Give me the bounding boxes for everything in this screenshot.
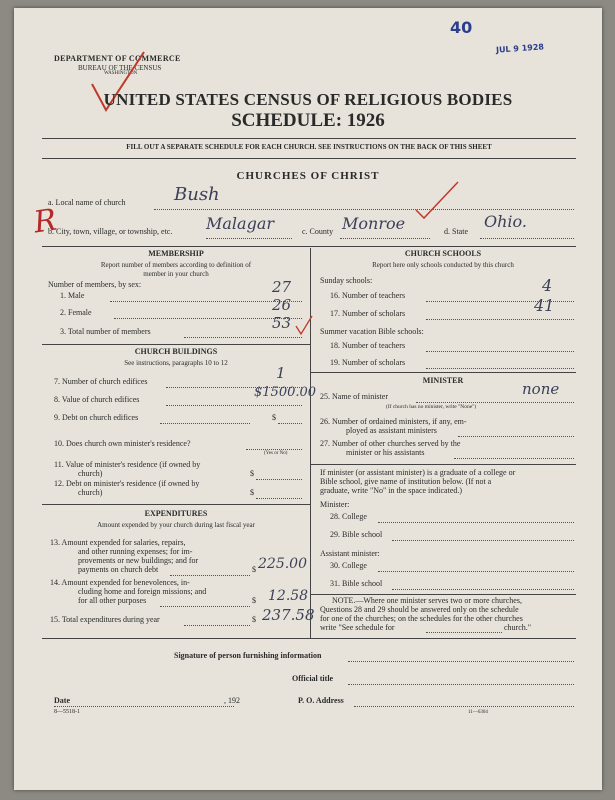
edifices-value: 1 [276, 364, 286, 382]
r26-line2: ployed as assistant ministers [346, 426, 437, 435]
date-year: , 192 [224, 696, 240, 705]
form-title: UNITED STATES CENSUS OF RELIGIOUS BODIES [103, 90, 513, 109]
red-p-mark: R [31, 202, 59, 241]
residence-debt-label: 12. Debt on minister's residence (if owned by [54, 479, 200, 488]
row14-line1: 14. Amount expended for benevolences, in- [50, 578, 190, 587]
buildings-heading: CHURCH BUILDINGS [134, 347, 218, 356]
buildings-sub: See instructions, paragraphs 10 to 12 [124, 359, 228, 367]
minister-name-label: 25. Name of minister [320, 392, 388, 401]
sunday-scholars-value: 41 [534, 296, 555, 315]
residence-debt-value: $ [250, 488, 254, 497]
row13-line4: payments on church debt [78, 565, 159, 574]
row15-dollar: $ [252, 615, 256, 624]
po-address-label: P. O. Address [298, 696, 344, 705]
bureau-name: BUREAU OF THE CENSUS [78, 64, 162, 72]
residence-owned-label: 10. Does church own minister's residence? [54, 439, 191, 448]
residence-debt-label2: church) [78, 488, 103, 497]
census-form [14, 8, 602, 790]
minister-name-note: (If church has no minister, write "None") [386, 404, 477, 410]
row13-line2: and other running expenses; for im- [78, 547, 193, 556]
row14-line2: cluding home and foreign missions; and [78, 587, 207, 596]
check-mark-total-icon [294, 314, 314, 336]
stamp-number: 40 [450, 18, 473, 37]
date-label: Date [54, 696, 70, 705]
edifice-value-value: $1500.00 [254, 385, 317, 400]
note-line3: for one of the churches; on the schedules for the other churches [320, 614, 523, 623]
city-value: Malagar [206, 214, 275, 233]
check-mark-county-icon [412, 180, 462, 220]
assistant-minister-label: Assistant minister: [320, 549, 380, 558]
membership-sub1: Report number of members according to definition of [100, 261, 252, 269]
schools-sub: Report here only schools conducted by this church [372, 261, 514, 269]
female-value: 26 [272, 296, 292, 314]
sunday-schools-label: Sunday schools: [320, 276, 373, 285]
minister-bible-school-label: 29. Bible school [330, 530, 383, 539]
total-members-label: 3. Total number of members [60, 327, 151, 336]
sunday-scholars-label: 17. Number of scholars [330, 309, 406, 318]
expenditures-sub: Amount expended by your church during last fiscal year [97, 521, 255, 529]
r27-line2: minister or his assistants [346, 448, 425, 457]
membership-heading: MEMBERSHIP [148, 249, 204, 258]
sunday-teachers-value: 4 [542, 276, 553, 295]
male-value: 27 [272, 278, 292, 296]
residence-value-label: 11. Value of minister's residence (if owned by [54, 460, 201, 469]
schools-heading: CHURCH SCHOOLS [404, 249, 482, 258]
total-members-value: 53 [272, 314, 292, 332]
minister-college-label: 28. College [330, 512, 367, 521]
row14-dollar: $ [252, 596, 256, 605]
church-name-value: Bush [174, 184, 220, 205]
official-title-label: Official title [292, 674, 334, 683]
grad-line3: graduate, write "No" in the space indicated.) [320, 486, 463, 495]
r27-line1: 27. Number of other churches served by the [320, 439, 461, 448]
assistant-college-label: 30. College [330, 561, 367, 570]
edifice-debt-label: 9. Debt on church edifices [54, 413, 139, 422]
dept-name: DEPARTMENT OF COMMERCE [54, 54, 181, 63]
residence-value-label2: church) [78, 469, 103, 478]
grad-line2: Bible school, give name of institution below. (If not a [320, 477, 492, 486]
membership-sub2: member in your church [143, 270, 209, 278]
bureau-city: WASHINGTON [104, 71, 138, 76]
note-line4: write "See schedule for [320, 623, 395, 632]
print-number: 11—6304 [468, 710, 488, 715]
separate-schedule-instruction: FILL OUT A SEPARATE SCHEDULE FOR EACH CHURCH. SEE INSTRUCTIONS ON THE BACK OF THIS SHEET [126, 143, 492, 151]
row13-line1: 13. Amount expended for salaries, repairs, [50, 538, 186, 547]
assistant-bible-school-label: 31. Bible school [330, 579, 383, 588]
edifice-debt-value: $ [272, 413, 276, 422]
female-label: 2. Female [60, 308, 92, 317]
minister-heading: MINISTER [422, 376, 464, 385]
r26-line1: 26. Number of ordained ministers, if any, em- [320, 417, 467, 426]
row13-value: 225.00 [258, 556, 307, 572]
sunday-teachers-label: 16. Number of teachers [330, 291, 406, 300]
summer-teachers-label: 18. Number of teachers [330, 341, 406, 350]
minister-name-value: none [522, 380, 560, 398]
signature-label: Signature of person furnishing information [174, 651, 322, 660]
residence-value-value: $ [250, 469, 254, 478]
row13-dollar: $ [252, 565, 256, 574]
row15-label: 15. Total expenditures during year [50, 615, 160, 624]
county-label: c. County [302, 227, 334, 236]
church-name-label: a. Local name of church [48, 198, 126, 207]
county-value: Monroe [342, 214, 406, 233]
form-number: 8—5518-1 [54, 709, 80, 715]
grad-line1: If minister (or assistant minister) is a graduate of a college or [320, 468, 516, 477]
summer-schools-label: Summer vacation Bible schools: [320, 327, 424, 336]
city-label: b. City, town, village, or township, etc. [48, 227, 173, 236]
state-value: Ohio. [484, 212, 527, 231]
note-line2: Questions 28 and 29 should be answered only on the schedule [320, 605, 519, 614]
row15-value: 237.58 [262, 606, 315, 624]
summer-scholars-label: 19. Number of scholars [330, 358, 406, 367]
denomination-title: CHURCHES OF CHRIST [236, 170, 380, 182]
male-label: 1. Male [60, 291, 85, 300]
note-line1: NOTE.—Where one minister serves two or more churches, [332, 596, 522, 605]
minister-label: Minister: [320, 500, 350, 509]
edifices-label: 7. Number of church edifices [54, 377, 148, 386]
row14-line3: for all other purposes [78, 596, 147, 605]
stamp-date: JUL 9 1928 [495, 42, 545, 55]
schedule-title: SCHEDULE: 1926 [231, 110, 385, 131]
edifice-value-label: 8. Value of church edifices [54, 395, 140, 404]
state-label: d. State [444, 227, 468, 236]
members-by-sex-label: Number of members, by sex: [48, 280, 142, 289]
row14-value: 12.58 [268, 588, 309, 604]
note-line5: church." [504, 623, 532, 632]
expenditures-heading: EXPENDITURES [144, 509, 208, 518]
row13-line3: provements or new buildings; and for [78, 556, 199, 565]
yes-no-hint: (Yes or No) [264, 451, 288, 456]
